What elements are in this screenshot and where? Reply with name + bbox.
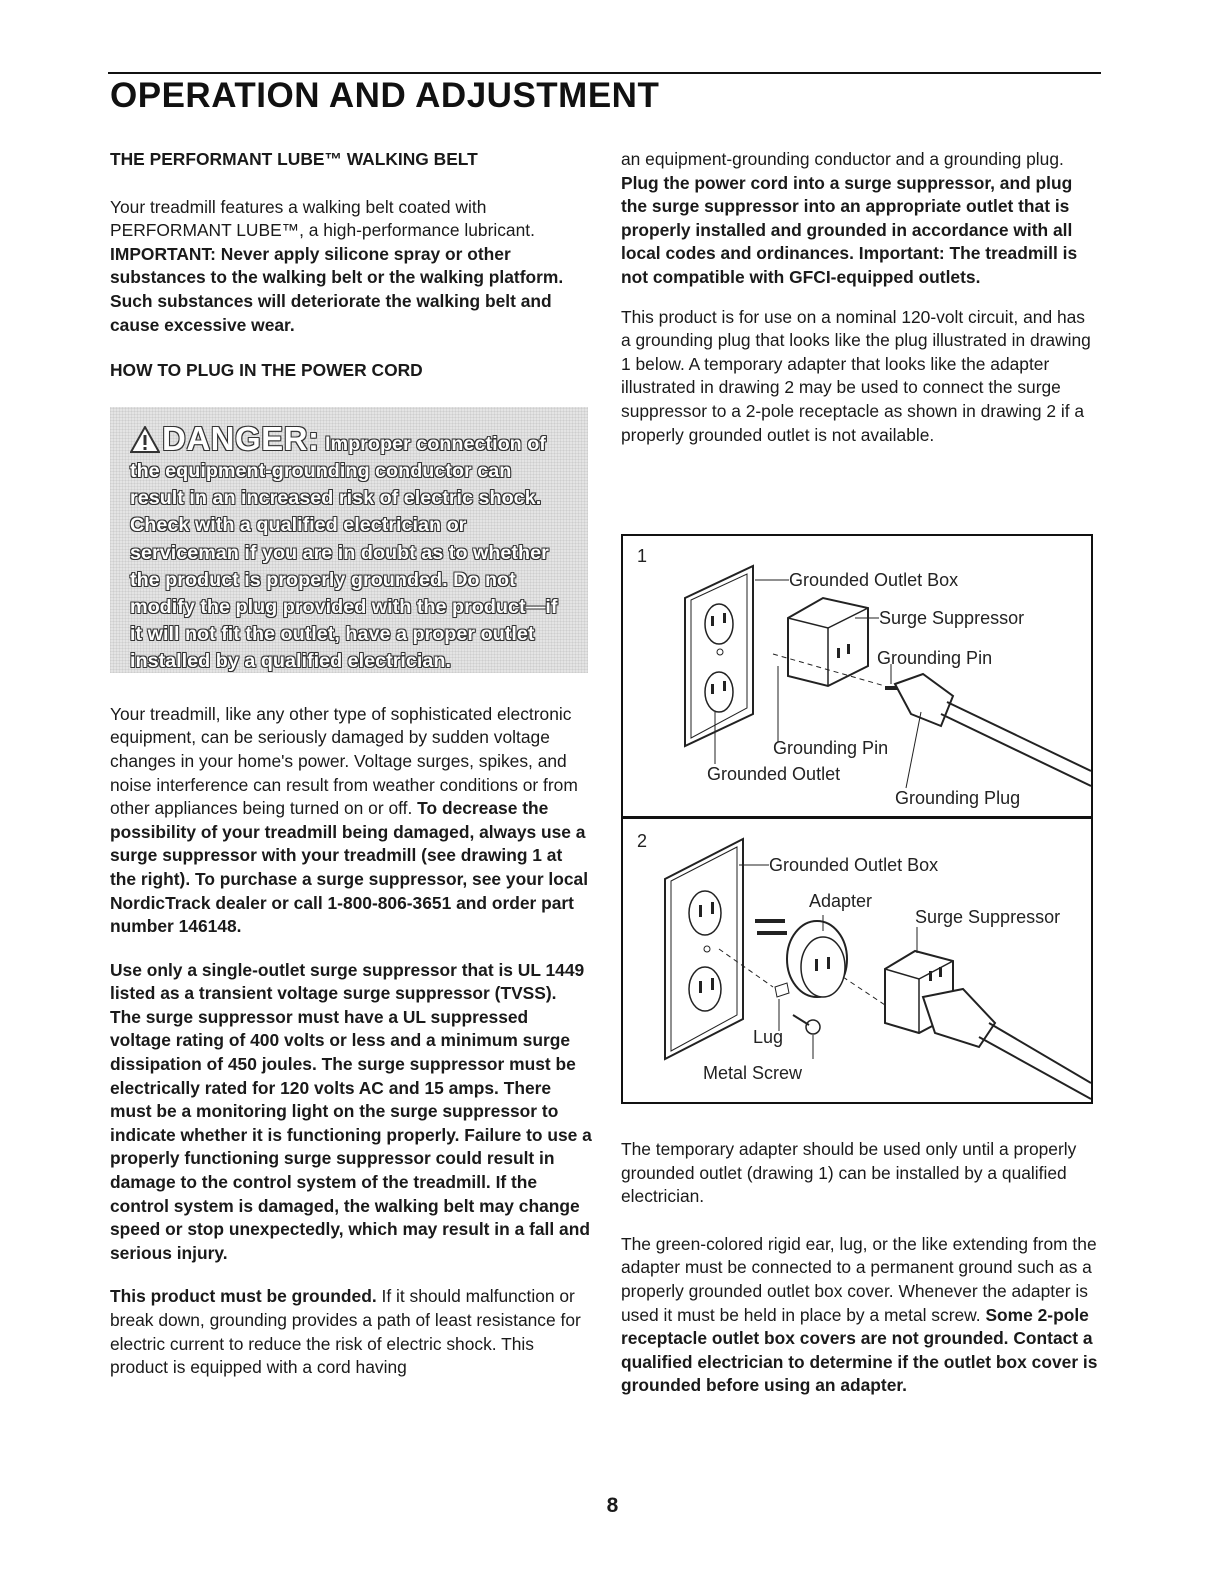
danger-word: DANGER: (162, 419, 320, 457)
drawing-1-number: 1 (637, 546, 648, 566)
circuit-paragraph: This product is for use on a nominal 120-volt circuit, and has a grounding plug that looks like the plug illustrated in drawing 1 below. A temporary adapter that looks like the adapter illustrated in drawing 2 may be used to connect the surge suppressor to a 2-pole receptacle as shown in drawing 2 if a properly grounded outlet is not available. (621, 306, 1091, 445)
ground-paragraph (110, 1285, 592, 1379)
label-grounding-pin-bottom: Grounding Pin (773, 738, 889, 758)
label-surge-suppressor: Surge Suppressor (915, 907, 1061, 927)
danger-text: Improper connection of the equipment-grounding conductor can result in an increased risk of electric shock. Check with a qualified electrician or serviceman if you are in doubt as to whether the product is properly grounded. Do not modify the plug provided with the product—if it will not fit the outlet, have a proper outlet installed by a qualified electrician. (130, 432, 558, 673)
label-lug: Lug (753, 1027, 784, 1047)
label-grounded-outlet-box: Grounded Outlet Box (769, 855, 939, 875)
lube-text: Your treadmill features a walking belt coated with PERFORMANT LUBE™, a high-performance lubricant. (110, 196, 535, 241)
label-surge-suppressor: Surge Suppressor (879, 608, 1025, 628)
lube-heading: THE PERFORMANT LUBE™ WALKING BELT (110, 149, 478, 169)
ear-paragraph (621, 1233, 1099, 1398)
ear-warning: Some 2-pole receptacle outlet box covers are not grounded. Contact a qualified electrician to determine if the outlet box cover is grounded before using an adapter. (621, 1304, 1098, 1396)
left-column (110, 148, 592, 1396)
ground-warning: This product must be grounded. (110, 1286, 377, 1307)
title-rule (108, 72, 1101, 74)
danger-box (110, 407, 588, 673)
adapter-paragraph: The temporary adapter should be used only until a properly grounded outlet (drawing 1) can be installed by a qualified electrician. (621, 1139, 1077, 1207)
surge-instruction: To decrease the possibility of your treadmill being damaged, always use a surge suppressor with your treadmill (see drawing 1 at the right). To purchase a surge suppressor, see your local NordicTrack dealer or call 1-800-806-3651 and order part number 146148. (110, 798, 589, 937)
lube-paragraph (110, 196, 592, 338)
cord-paragraph (621, 148, 1099, 290)
warning-triangle-icon (130, 426, 160, 453)
ul-paragraph: Use only a single-outlet surge suppressor that is UL 1449 listed as a transient voltage surge suppressor (TVSS). The surge suppressor must have a UL suppressed voltage rating of 400 volts or less and a minimum surge dissipation of 450 joules. The surge suppressor must be electrically rated for 120 volts AC and 15 amps. There must be a monitoring light on the surge suppressor to indicate whether it is functioning properly. Failure to use a properly functioning surge suppressor could result in damage to the control system of the treadmill. If the control system is damaged, the walking belt may change speed or stop unexpectedly, which may result in a fall and serious injury. (110, 959, 592, 1263)
label-adapter: Adapter (809, 891, 873, 911)
page-title: OPERATION AND ADJUSTMENT (110, 76, 660, 115)
drawing-2 (621, 817, 1093, 1104)
label-metal-screw: Metal Screw (703, 1063, 803, 1083)
surge-paragraph (110, 703, 592, 939)
label-grounded-outlet: Grounded Outlet (707, 764, 841, 784)
cord-instruction: Plug the power cord into a surge suppressor, and plug the surge suppressor into an appropriate outlet that is properly installed and grounded in accordance with all local codes and ordinances. Important: The treadmill is not compatible with GFCI-equipped outlets. (621, 172, 1078, 287)
ear-text: The green-colored rigid ear, lug, or the like extending from the adapter must be connected to a permanent ground such as a properly grounded outlet box cover. Whenever the adapter is used it must be held in place by a metal screw. (621, 1233, 1097, 1325)
ground-text: If it should malfunction or break down, grounding provides a path of least resistance for electric current to reduce the risk of electric shock. This product is equipped with a cord having (110, 1286, 581, 1378)
lube-warning: IMPORTANT: Never apply silicone spray or other substances to the walking belt or the walking platform. Such substances will deteriorate the walking belt and cause excessive wear. (110, 243, 564, 335)
right-column-bottom (621, 1138, 1099, 1414)
plug-heading: HOW TO PLUG IN THE POWER CORD (110, 360, 423, 381)
drawing-1 (621, 534, 1093, 818)
cord-text: an equipment-grounding conductor and a grounding plug. (621, 149, 1064, 169)
label-grounding-pin-top: Grounding Pin (877, 648, 993, 668)
label-grounding-plug: Grounding Plug (895, 788, 1021, 808)
label-grounded-outlet-box: Grounded Outlet Box (789, 570, 959, 590)
surge-text: Your treadmill, like any other type of sophisticated electronic equipment, can be seriously damaged by sudden voltage changes in your home's power. Voltage surges, spikes, and noise interference can result from weather conditions or from other appliances being turned on or off. (110, 703, 578, 819)
right-column-top (621, 148, 1099, 463)
drawing-2-number: 2 (637, 831, 648, 851)
page-number: 8 (606, 1494, 619, 1517)
